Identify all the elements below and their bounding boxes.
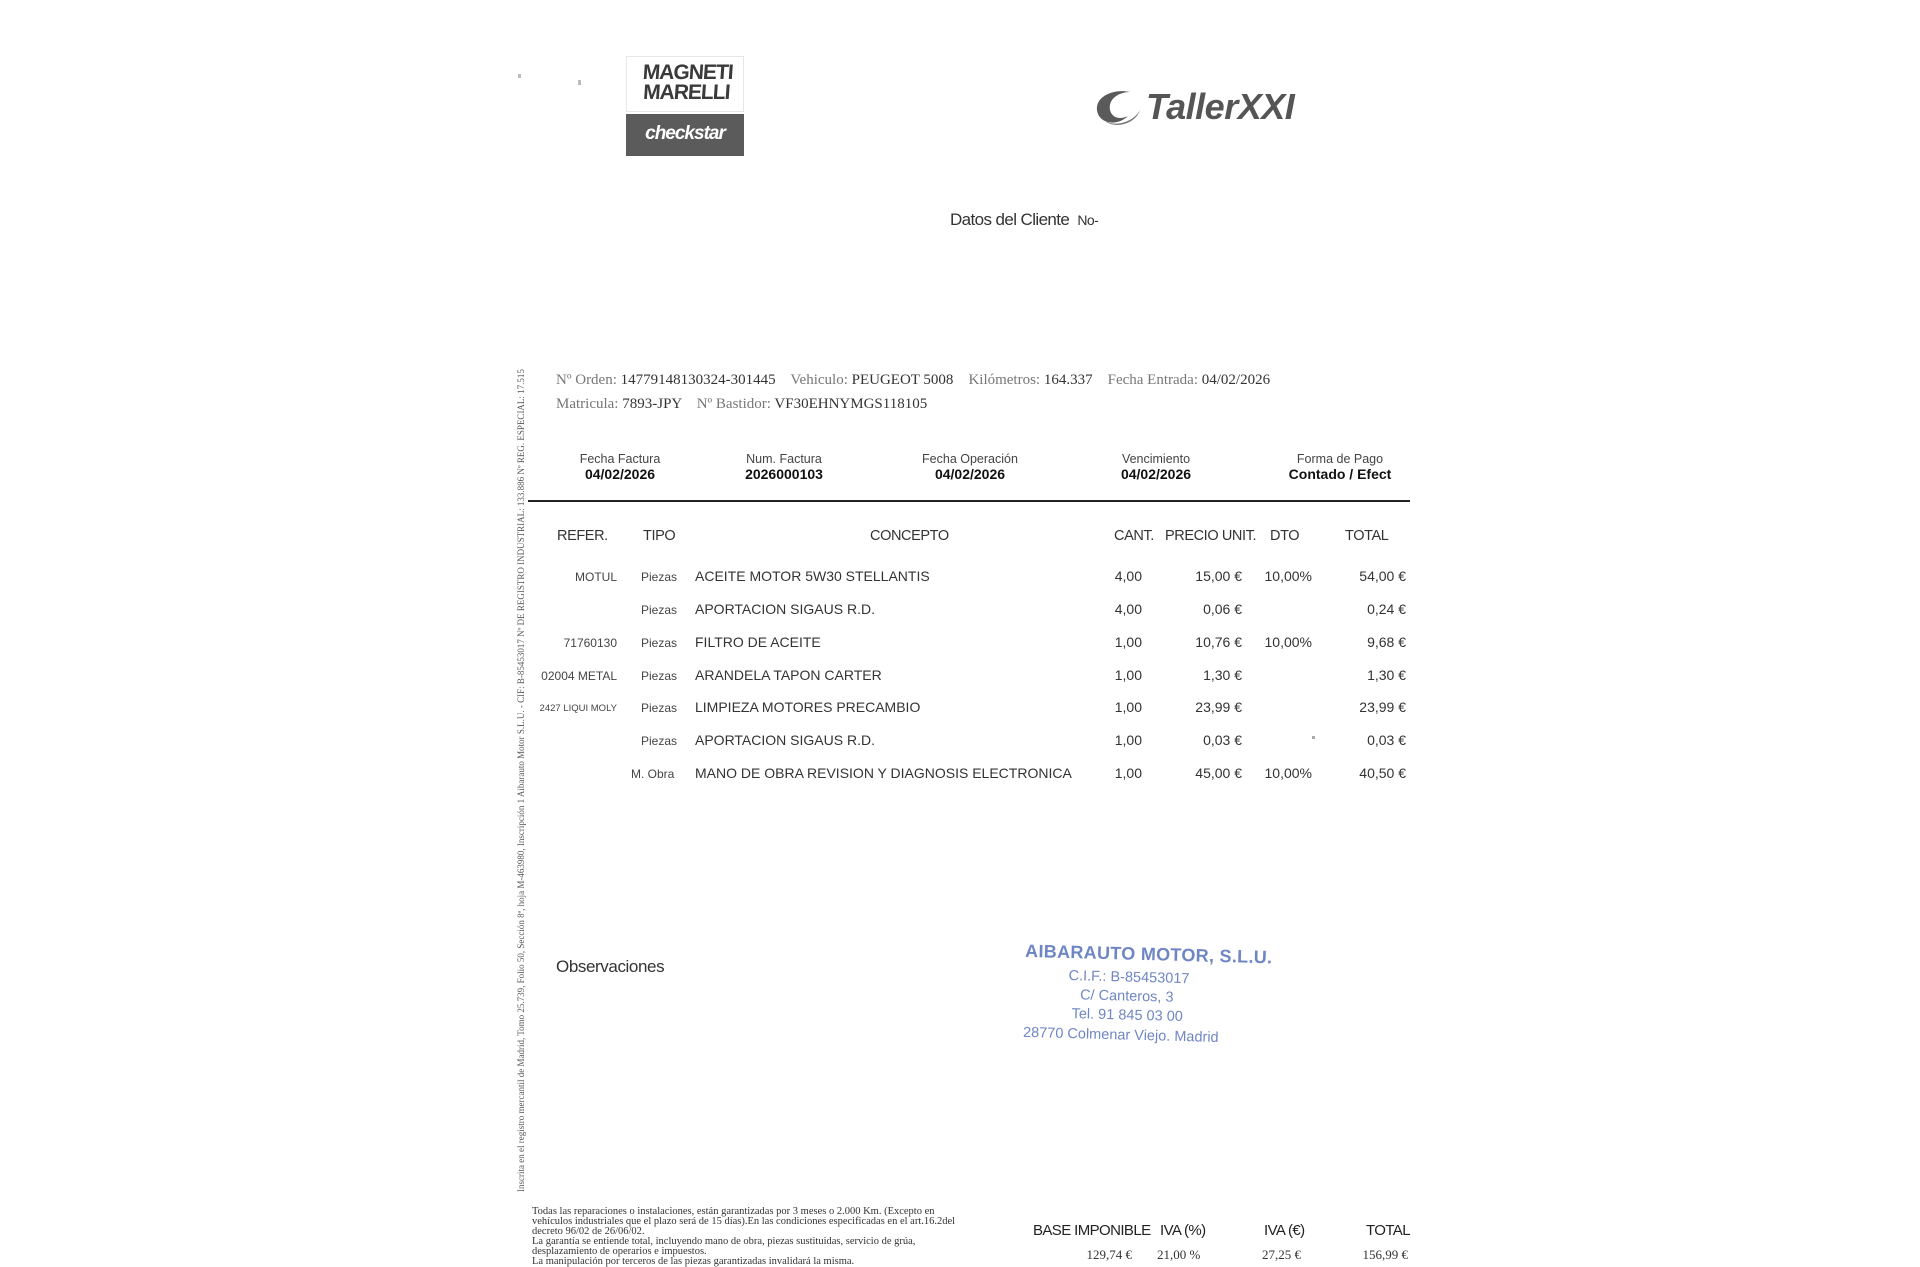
item-cant: 4,00 [1114,568,1142,584]
header-label: Fecha Operación [922,452,1018,466]
item-concepto: APORTACION SIGAUS R.D. [695,732,875,748]
fine-print-line: decreto 96/02 de 26/06/02. [532,1226,645,1237]
magneti-marelli-logo [626,56,744,156]
col-header-precio: PRECIO UNIT. [1165,528,1257,544]
header-label: Forma de Pago [1296,452,1384,466]
orden-value: 14779148130324-301445 [620,372,776,388]
item-concepto: ACEITE MOTOR 5W30 STELLANTIS [695,568,930,584]
total-value: 156,99 € [1362,1247,1408,1262]
total-label: TOTAL [1366,1222,1410,1239]
invoice-header-num [724,452,844,482]
invoice-header-pago [1270,452,1410,482]
item-tipo: Piezas [641,701,678,715]
item-concepto: APORTACION SIGAUS R.D. [695,601,875,617]
fine-print-line: Todas las reparaciones o instalaciones, están garantizadas por 3 meses o 2.000 Km. (Excepto en [532,1206,935,1217]
item-concepto: ARANDELA TAPON CARTER [695,667,882,683]
col-header-dto: DTO [1270,528,1300,544]
item-concepto: FILTRO DE ACEITE [695,634,821,650]
item-cant: 1,00 [1114,732,1142,748]
bastidor-value: VF30EHNYMGS118105 [774,396,928,412]
matricula-value: 7893-JPY [622,396,682,412]
item-tipo: M. Obra [631,767,675,781]
scan-mark [518,74,521,78]
warranty-fine-print [532,1207,1010,1267]
item-dto: 10,00% [1264,765,1312,781]
header-label: Num. Factura [746,452,822,466]
company-stamp [1022,940,1273,1057]
iva-pct-label: IVA (%) [1160,1222,1206,1239]
fine-print-line: La garantía se entiende total, incluyendo mano de obra, piezas sustituidas, servicio de grúa, [532,1236,916,1247]
fine-print-line: vehículos industriales que el plazo será de 15 días).En las condiciones especificadas en el art.16.2del [532,1216,956,1227]
iva-eur-value: 27,25 € [1262,1247,1301,1262]
item-cant: 1,00 [1114,634,1142,650]
magneti-marelli-badge [626,56,744,112]
col-header-cant: CANT. [1114,528,1154,544]
stamp-address: C/ Canteros, 3 [1079,987,1174,1006]
fecha-entrada-value: 04/02/2026 [1201,372,1271,388]
item-dto: 10,00% [1264,634,1312,650]
item-precio: 10,76 € [1195,634,1242,650]
vehiculo-label: Vehiculo: [790,372,848,388]
registry-side-text: Inscrita en el registro mercantil de Madrid, Tomo 25.739, Folio 50, Sección 8ª, hoja M-463980, Inscripción 1 Aibarauto Motor S.L.U. - CIF: B-85453017 Nº DE REGISTRO INDUSTRIAL: 133.886 Nº REG. ESPECIAL: 17.515 [516,369,526,1192]
invoice-header-fecha [560,452,680,482]
item-tipo: Piezas [641,669,678,683]
magneti-marelli-text: MAGNETI MARELLI [642,61,734,104]
item-tipo: Piezas [641,636,678,650]
stamp-city: 28770 Colmenar Viejo. Madrid [1022,1024,1219,1046]
item-precio: 1,30 € [1203,667,1242,683]
item-total: 54,00 € [1359,568,1406,584]
fine-print-line: desplazamiento de operarios e impuestos. [532,1246,707,1257]
item-total: 23,99 € [1359,699,1406,715]
item-tipo: Piezas [641,734,678,748]
client-no-label: No- [1077,212,1099,228]
col-header-concepto: CONCEPTO [870,528,949,544]
item-refer: 02004 METAL [541,669,617,683]
item-cant: 4,00 [1114,601,1142,617]
observaciones-label: Observaciones [556,957,665,976]
iva-eur-label: IVA (€) [1264,1222,1305,1239]
item-refer: 71760130 [563,636,617,650]
base-imponible-value: 129,74 € [1086,1247,1132,1262]
header-label: Vencimiento [1121,452,1191,466]
item-cant: 1,00 [1114,699,1142,715]
iva-pct-value: 21,00 % [1157,1247,1201,1262]
item-cant: 1,00 [1114,667,1142,683]
client-title: Datos del Cliente [950,210,1070,229]
header-value: 04/02/2026 [934,466,1006,482]
order-info-row-2 [556,396,927,413]
item-total: 40,50 € [1359,765,1406,781]
orden-label: Nº Orden: [556,372,617,388]
item-concepto: LIMPIEZA MOTORES PRECAMBIO [695,699,921,715]
item-refer: MOTUL [575,570,617,584]
header-value: 04/02/2026 [1120,466,1192,482]
item-tipo: Piezas [641,603,678,617]
header-divider [528,500,1410,502]
vehiculo-value: PEUGEOT 5008 [851,372,954,388]
item-precio: 23,99 € [1195,699,1242,715]
invoice-header-operacion [900,452,1040,482]
item-refer: 2427 LIQUI MOLY [539,703,617,714]
km-label: Kilómetros: [968,372,1041,388]
scan-mark [1312,736,1315,739]
col-header-total: TOTAL [1345,528,1389,544]
item-concepto: MANO DE OBRA REVISION Y DIAGNOSIS ELECTRONICA [695,765,1072,781]
stamp-phone: Tel. 91 845 03 00 [1071,1006,1184,1026]
item-cant: 1,00 [1114,765,1142,781]
scan-mark [578,80,581,85]
header-value: 04/02/2026 [584,466,656,482]
km-value: 164.337 [1043,372,1093,388]
client-data-title [950,210,1098,230]
tallerxxi-swoosh-icon [1090,84,1142,128]
fine-print-line: La manipulación por terceros de las piezas garantizadas invalidará la misma. [532,1256,855,1267]
fecha-entrada-label: Fecha Entrada: [1107,372,1198,388]
header-value: 2026000103 [745,466,823,482]
tallerxxi-text: TallerXXI [1146,86,1295,127]
item-precio: 45,00 € [1195,765,1242,781]
bastidor-label: Nº Bastidor: [696,396,771,412]
stamp-cif: C.I.F.: B-85453017 [1068,968,1190,988]
item-total: 9,68 € [1367,634,1406,650]
item-total: 0,24 € [1367,601,1406,617]
header-value: Contado / Efect [1288,466,1392,482]
item-precio: 0,03 € [1203,732,1242,748]
invoice-header-vencimiento [1096,452,1216,482]
base-imponible-label: BASE IMPONIBLE [1033,1222,1151,1239]
item-precio: 0,06 € [1203,601,1242,617]
header-label: Fecha Factura [579,452,661,466]
col-header-tipo: TIPO [643,528,676,544]
item-precio: 15,00 € [1195,568,1242,584]
col-header-refer: REFER. [557,528,608,544]
item-total: 1,30 € [1367,667,1406,683]
order-info-row-1 [556,372,1270,389]
item-tipo: Piezas [641,570,678,584]
checkstar-text: checkstar [645,123,725,144]
stamp-company-name: AIBARAUTO MOTOR, S.L.U. [1024,940,1273,968]
item-total: 0,03 € [1367,732,1406,748]
item-dto: 10,00% [1264,568,1312,584]
matricula-label: Matricula: [556,396,619,412]
